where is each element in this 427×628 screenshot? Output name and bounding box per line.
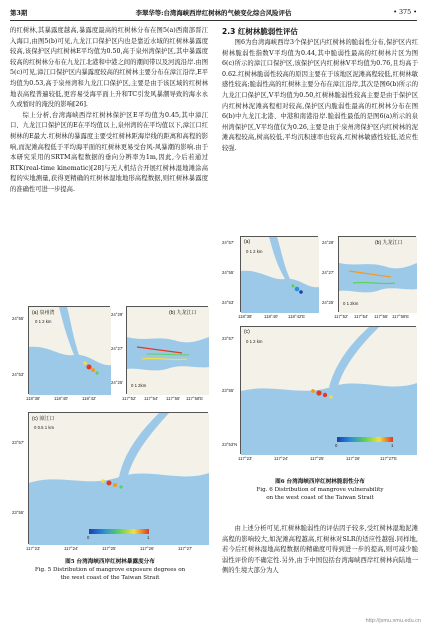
color-legend [337,437,393,442]
figure-5-caption [10,558,210,582]
x-tick: 117°52' [334,314,349,319]
panel-label: (b) 九龙江口 [375,240,403,246]
map-panel-5b [126,306,208,394]
scale-bar-label: 0 1 2 km [246,249,263,254]
map-panel-6b [338,236,416,312]
y-tick: 23°55' [12,510,25,515]
paragraph: 图6为台湾海峡西岸3个保护区内红树林的脆弱性分布,保护区内红树林脆弱性指数V平均值为0.44,其中脆弱性最高的红树林片区为图6(c)所示的漳江口保护区,该保护区内红树林V平均值为0.76,且均高于0.62.红树林脆弱性较高的原因主要在于该地区泥滩高程较低,红树林敏感性较高;脆弱性高的红树林主要分布在漳江沿岸,其次是图6(b)所示的九龙江口保护区,V平均值为0.50,红树林脆弱性较高主要是由于保护区内红树林泥滩高程相对较高,保护区内脆弱性最高的红树林分布在图6(b)中九龙江北港、中港和南港沿岸.脆弱性最低的是图6(a)所示的泉州湾保护区,V平均值仅为0.26,主要是由于泉州湾保护区内红树林的泥滩高程较高,树高较低,平均沉积速率也较高,红树林敏感性较低,适应性较强. [222,39,418,152]
y-tick: 24°53' [12,372,25,377]
x-tick: 117°26' [346,456,361,461]
map-panel-5a [28,306,110,394]
x-tick: 117°23' [26,546,41,551]
x-tick: 118°42'E [288,314,306,319]
issue-number: 第3期 [10,9,28,17]
caption-zh: 图5 台湾海峡西岸红树林暴露度分布 [65,559,155,565]
x-tick: 118°38' [26,396,41,401]
x-tick: 117°56' [374,314,389,319]
y-tick: 24°29' [111,312,124,317]
caption-en: Fig. 6 Distribution of mangrove vulnerability [256,487,384,493]
figure-6 [222,232,418,522]
x-tick: 117°56' [166,396,181,401]
map-5b [127,307,209,395]
caption-en: on the west coast of the Taiwan Strait [266,495,374,501]
color-legend [89,529,149,534]
x-tick: 118°42' [82,396,97,401]
right-column-text-bottom [222,524,418,577]
paragraph: 的红树林,其暴露度越高,暴露度最高的红树林分布在图5(a)西南部晋江入海口,由图5(b)可见,九龙江口保护区内也是靠近水域的红树林暴露度较高,该保护区内红树林E平均值为0.50,高于泉州湾保护区,其中暴露度较高的红树林分布在九龙江北港和中港之间的潮间带以及河流沿岸.由图5(c)可见,漳江口保护区内暴露度较高的红树林主要分布在漳江沿岸,E平均值为0.53,高于泉州湾和九龙江口保护区,主要是由于该区域的红树林地表高程普遍较低,更容易受海平面上升和TC引发风暴潮导致的海水永久或暂时的淹没的影响[26]. [10,27,208,109]
paragraph: 由上述分析可见,红树林脆弱性的评估因子较多,受红树林湿地泥滩高程的影响较大,如泥滩高程越高,红树林对SLR的适应性越强.同样地,若今后红树林湿地高程数据的精确度可得到进一步的提高,则可减少脆弱性评价的不确定性.另外,由于中国包括台湾海峡西岸红树林向陆地一侧的生境大部分为人 [222,525,418,575]
map-6c [241,327,417,455]
y-tick: 24°27' [322,270,335,275]
y-tick: 24°53' [222,300,235,305]
running-title: 李翠华等:台湾海峡西岸红树林的气候变化综合风险评估 [135,9,292,17]
x-tick: 117°52' [122,396,137,401]
x-tick: 117°23' [238,456,253,461]
paragraph: 综上分析,台湾海峡西岸红树林保护区E平均值为0.45,其中漳江口、九龙江口保护区的E在平均值以上,泉州湾的在平均值以下,漳江口红树林的E最大.红树林的暴露度主要受红树林距海岸线的距离和高程的影响,而泥滩高程低于平均海平面的红树林更易受台风-风暴潮的影响.由于本研究采用的SRTM高程数据的垂向分辨率为1m,因此,今后若通过RTK(real-time kinematic)[28]与无人机结合开展红树林湿地滩涂高程的实地测量,获得更精确的红树林湿地地形高程数据,则红树林暴露度的准确性可进一步提高. [10,111,208,193]
y-tick: 23°57' [222,336,235,341]
y-tick: 24°55' [12,316,25,321]
panel-label: (a) 泉州湾 [32,310,55,316]
panel-label: (b) 九龙江口 [169,310,197,316]
figure-6-caption [222,478,418,502]
x-tick: 118°40' [54,396,69,401]
x-tick: 117°26' [140,546,155,551]
section-heading: 2.3 红树林脆弱性评估 [222,27,298,36]
header-rule [10,20,417,21]
scale-bar-label: 0 1 2km [131,383,147,388]
y-tick: 23°57' [12,440,25,445]
panel-label: (c) 漳江口 [32,416,55,422]
caption-en: Fig. 5 Distribution of mangrove exposure degrees on [34,567,186,573]
x-tick: 117°58'E [392,314,410,319]
x-tick: 117°54' [354,314,369,319]
legend-min: 0 [87,535,90,540]
y-tick: 24°27' [111,346,124,351]
right-column-text [222,26,418,155]
y-tick: 24°57' [222,240,235,245]
y-tick: 23°55' [222,388,235,393]
scale-bar-label: 0 1 2km [343,301,359,306]
scale-bar-label: 0 0.5 1 km [34,425,55,430]
map-5c [29,413,209,545]
y-tick: 24°29' [322,240,335,245]
x-tick: 117°25' [310,456,325,461]
panel-label: (c) [244,329,250,335]
x-tick: 118°40' [264,314,279,319]
x-tick: 117°24' [64,546,79,551]
scale-bar-label: 0 1 2 km [35,319,52,324]
caption-zh: 图6 台湾海峡西岸红树林脆弱性分布 [275,479,365,485]
map-panel-6c [240,326,416,454]
map-panel-6a [240,236,318,312]
y-tick: 23°53'N [222,442,238,447]
x-tick: 117°25' [102,546,117,551]
y-tick: 24°25' [322,300,335,305]
x-tick: 117°27'E [380,456,398,461]
panel-label: (a) [244,239,251,245]
x-tick: 117°27' [178,546,193,551]
x-tick: 117°24' [274,456,289,461]
legend-max: 1 [391,443,394,448]
y-tick: 24°55' [222,270,235,275]
y-tick: 24°25' [111,380,124,385]
page-number: • 375 • [393,8,417,16]
watermark: http://jxmu.xmu.edu.cn [365,618,421,624]
legend-min: 0 [335,443,338,448]
x-tick: 117°58'E [186,396,204,401]
running-header [10,6,417,20]
left-column-text [10,26,208,196]
figure-5 [10,300,210,600]
x-tick: 118°38' [238,314,253,319]
map-panel-5c [28,412,208,544]
x-tick: 117°54' [144,396,159,401]
legend-max: 1 [147,535,150,540]
caption-en: the west coast of the Taiwan Strait [60,575,160,581]
scale-bar-label: 0 1 2 km [246,339,263,344]
